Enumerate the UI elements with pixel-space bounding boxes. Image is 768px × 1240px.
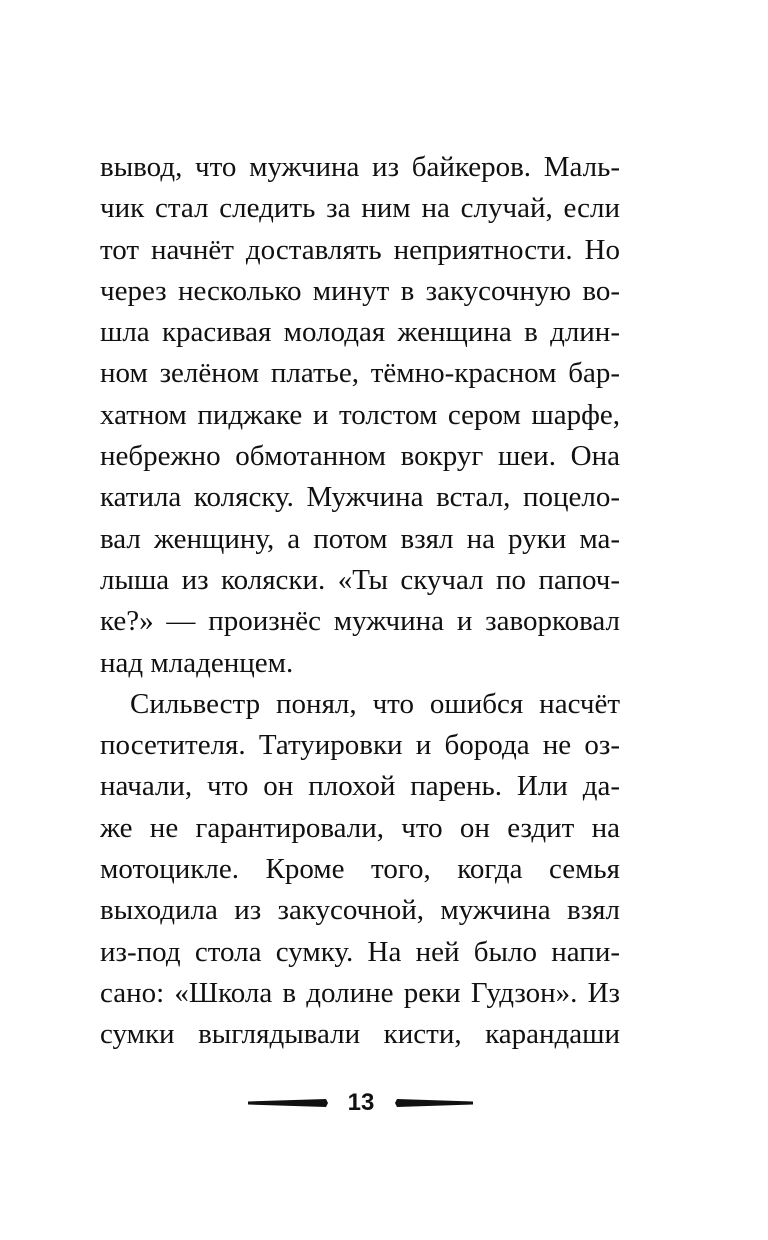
text-line: начали, что он плохой парень. Или да- — [100, 770, 620, 803]
text-line: небрежно обмотанном вокруг шеи. Она — [100, 440, 620, 473]
text-line: сумки выглядывали кисти, карандаши — [100, 1018, 620, 1051]
paragraph-first-line: Сильвестр понял, что ошибся насчёт — [130, 687, 620, 720]
text-line: шла красивая молодая женщина в длин- — [100, 316, 620, 349]
page-footer — [0, 1085, 768, 1121]
body-text — [100, 147, 620, 1056]
text-line: хатном пиджаке и толстом сером шарфе, — [100, 398, 620, 431]
page-number: 13 — [347, 1089, 375, 1116]
left-ornament-rule — [248, 1098, 328, 1108]
text-line: тот начнёт доставлять неприятности. Но — [100, 233, 620, 266]
text-line: посетителя. Татуировки и борода не оз- — [100, 729, 620, 762]
text-line: чик стал следить за ним на случай, если — [100, 192, 620, 225]
text-line: выходила из закусочной, мужчина взял — [100, 894, 620, 927]
right-ornament-rule — [395, 1098, 473, 1108]
text-line: же не гарантировали, что он ездит на — [100, 811, 620, 844]
text-line: через несколько минут в закусочную во- — [100, 274, 620, 307]
text-line: лыша из коляски. «Ты скучал по папоч- — [100, 563, 620, 596]
text-line: вывод, что мужчина из байкеров. Маль- — [100, 151, 620, 183]
text-line: катила коляску. Мужчина встал, поцело- — [100, 481, 620, 514]
text-line: над младенцем. — [100, 646, 294, 679]
text-line: мотоцикле. Кроме того, когда семья — [100, 853, 620, 886]
text-line: из-под стола сумку. На ней было напи- — [100, 935, 620, 968]
text-line: ном зелёном платье, тёмно-красном бар- — [100, 357, 620, 390]
text-line: вал женщину, а потом взял на руки ма- — [100, 522, 620, 555]
text-line: сано: «Школа в долине реки Гудзон». Из — [100, 976, 620, 1009]
text-line: ке?» — произнёс мужчина и заворковал — [100, 605, 620, 638]
